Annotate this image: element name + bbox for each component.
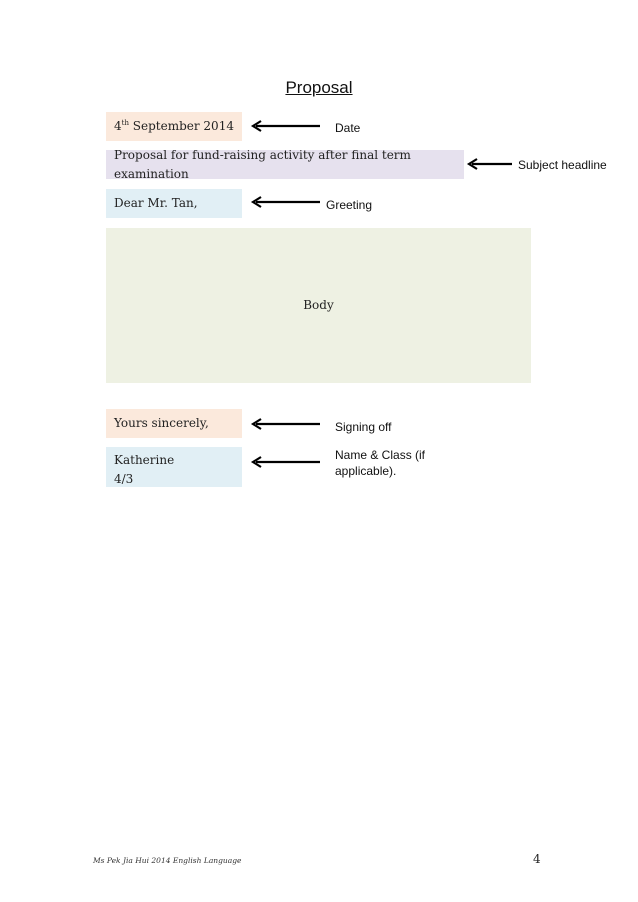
signing-off-label: Signing off [335, 420, 392, 434]
footer-text: Ms Pek Jia Hui 2014 English Language [93, 856, 242, 865]
class-text: 4/3 [114, 471, 134, 486]
greeting-arrow-icon [250, 195, 322, 209]
greeting-label: Greeting [326, 198, 373, 212]
greeting-box [106, 189, 242, 218]
body-box [106, 228, 531, 383]
name-class-label [335, 448, 425, 479]
subject-text: Proposal for fund-raising activity after final term examination [114, 147, 411, 181]
name-box [106, 447, 242, 487]
sign-off-arrow-icon [250, 417, 322, 431]
name-class-label-line1: Name & Class (if [335, 448, 426, 462]
sign-off-box [106, 409, 242, 438]
subject-label: Subject headline [518, 158, 607, 172]
name-text: Katherine [114, 453, 175, 467]
page-number: 4 [533, 852, 541, 866]
date-box [106, 112, 242, 141]
date-arrow-icon [250, 119, 322, 133]
body-text: Body [303, 298, 334, 313]
name-class-label-line2: applicable). [335, 463, 397, 478]
subject-box [106, 147, 464, 181]
date-text: 4th September 2014 [114, 119, 234, 134]
name-arrow-icon [250, 455, 322, 469]
sign-off-text: Yours sincerely, [114, 416, 209, 431]
subject-arrow-icon [466, 157, 514, 171]
greeting-text: Dear Mr. Tan, [114, 196, 198, 211]
page-title: Proposal [285, 78, 353, 97]
date-label: Date [335, 121, 361, 135]
